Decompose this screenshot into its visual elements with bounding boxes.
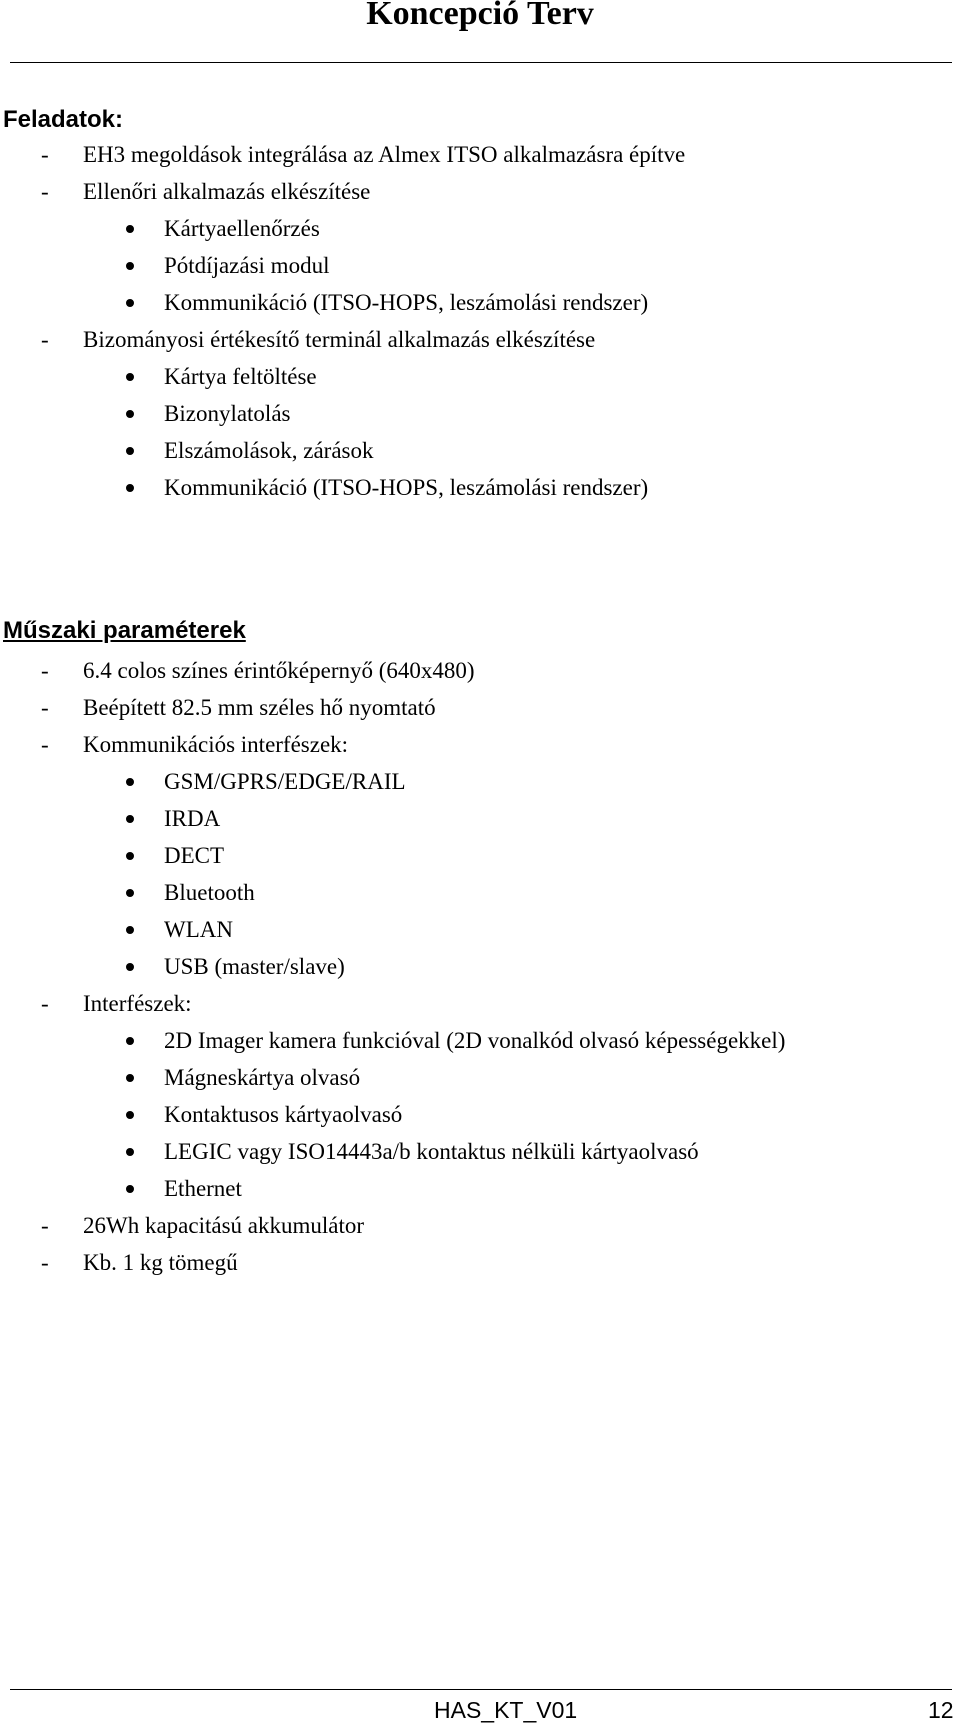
list-item [0,1244,960,1281]
list-item [0,432,960,469]
list-item [0,652,960,689]
list-item [0,874,960,911]
bullet-icon [126,852,134,860]
list-item [0,284,960,321]
dash-marker: - [41,1213,49,1238]
list-item-text: 6.4 colos színes érintőképernyő (640x480) [83,658,475,683]
list-item [0,985,960,1022]
list-item-text: Beépített 82.5 mm széles hő nyomtató [83,695,436,720]
footer-doc-id: HAS_KT_V01 [434,1697,578,1723]
dash-marker: - [41,1250,49,1275]
list-item [0,210,960,247]
list-item [0,395,960,432]
list-item [0,469,960,506]
list-item [0,136,960,173]
list-item-text: Interfészek: [83,991,192,1016]
list-item [0,689,960,726]
list-item-text: Bizományosi értékesítő terminál alkalmazás elkészítése [83,327,596,352]
footer-page-number: 12 [928,1697,954,1723]
list-item [0,1207,960,1244]
bullet-icon [126,1185,134,1193]
bullet-icon [126,1111,134,1119]
list-item [0,1022,960,1059]
list-item-text: Bizonylatolás [164,401,291,426]
dash-marker: - [41,142,49,167]
list-item-text: LEGIC vagy ISO14443a/b kontaktus nélküli kártyaolvasó [164,1139,699,1164]
list-item [0,837,960,874]
list-item-text: USB (master/slave) [164,954,345,979]
list-item-text: Kontaktusos kártyaolvasó [164,1102,403,1127]
bullet-icon [126,1037,134,1045]
list-item-text: Kommunikációs interfészek: [83,732,349,757]
dash-marker: - [41,179,49,204]
list-item [0,321,960,358]
list-item [0,763,960,800]
bullet-icon [126,963,134,971]
dash-marker: - [41,658,49,683]
dash-marker: - [41,327,49,352]
muszaki-parameterek-list [0,652,960,1281]
list-item-text: Ethernet [164,1176,242,1201]
bullet-icon [126,373,134,381]
page-title: Koncepció Terv [366,0,594,32]
bullet-icon [126,926,134,934]
list-item-text: Kártyaellenőrzés [164,216,320,241]
bullet-icon [126,410,134,418]
section-heading-muszaki-parameterek: Műszaki paraméterek [3,617,246,644]
list-item-text: Ellenőri alkalmazás elkészítése [83,179,371,204]
dash-marker: - [41,695,49,720]
list-item [0,1170,960,1207]
list-item-text: Kommunikáció (ITSO-HOPS, leszámolási rendszer) [164,290,649,315]
bullet-icon [126,778,134,786]
dash-marker: - [41,991,49,1016]
list-item-text: Mágneskártya olvasó [164,1065,361,1090]
list-item-text: 2D Imager kamera funkcióval (2D vonalkód olvasó képességekkel) [164,1028,786,1053]
header-rule [10,62,952,63]
list-item-text: 26Wh kapacitású akkumulátor [83,1213,365,1238]
bullet-icon [126,1148,134,1156]
list-item [0,726,960,763]
bullet-icon [126,447,134,455]
list-item-text: Kommunikáció (ITSO-HOPS, leszámolási rendszer) [164,475,649,500]
list-item-text: GSM/GPRS/EDGE/RAIL [164,769,406,794]
list-item-text: EH3 megoldások integrálása az Almex ITSO alkalmazásra építve [83,142,686,167]
footer-rule [10,1689,952,1690]
bullet-icon [126,262,134,270]
list-item-text: Pótdíjazási modul [164,253,330,278]
list-item-text: IRDA [164,806,221,831]
bullet-icon [126,889,134,897]
feladatok-list [0,136,960,506]
list-item [0,800,960,837]
list-item [0,948,960,985]
dash-marker: - [41,732,49,757]
list-item-text: Elszámolások, zárások [164,438,374,463]
list-item-text: Kb. 1 kg tömegű [83,1250,238,1275]
list-item [0,1133,960,1170]
list-item [0,173,960,210]
list-item [0,1059,960,1096]
list-item-text: Bluetooth [164,880,255,905]
list-item-text: Kártya feltöltése [164,364,317,389]
bullet-icon [126,484,134,492]
bullet-icon [126,1074,134,1082]
list-item-text: WLAN [164,917,233,942]
bullet-icon [126,815,134,823]
bullet-icon [126,225,134,233]
list-item-text: DECT [164,843,225,868]
list-item [0,911,960,948]
section-heading-feladatok: Feladatok: [3,106,124,133]
bullet-icon [126,299,134,307]
list-item [0,1096,960,1133]
list-item [0,358,960,395]
list-item [0,247,960,284]
